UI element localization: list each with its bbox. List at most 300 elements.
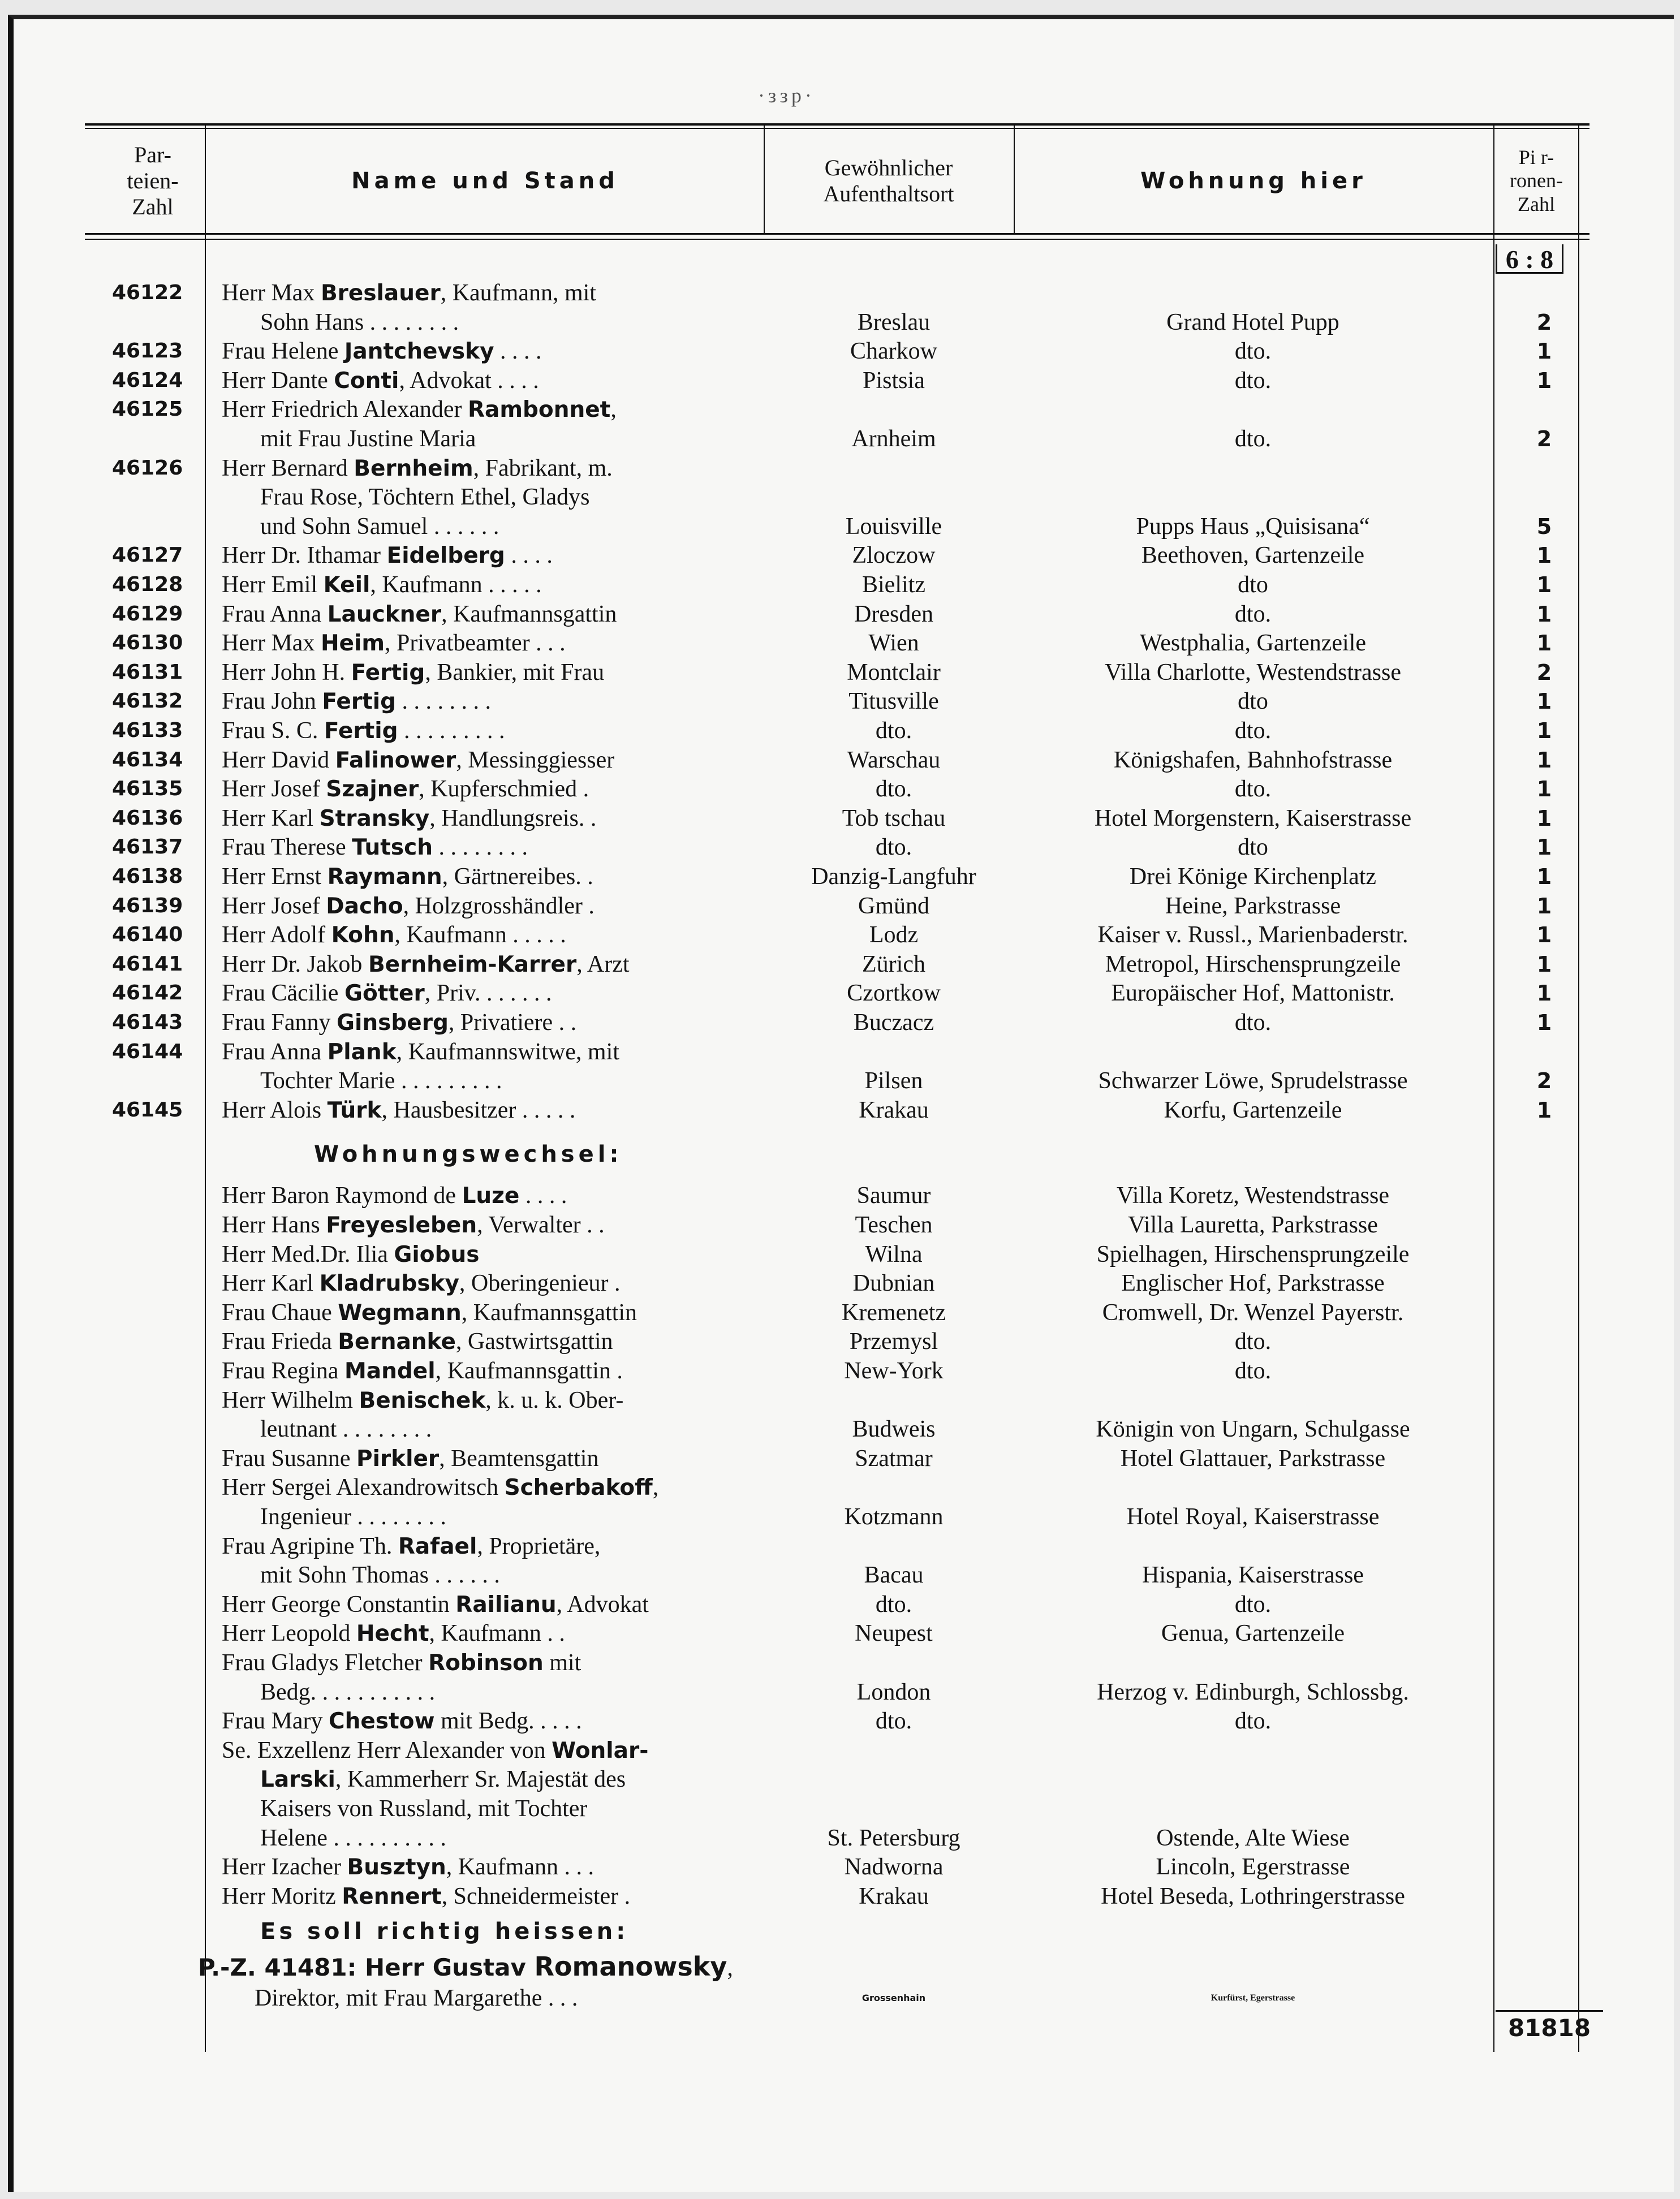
- change-name: [222, 1327, 748, 1357]
- change-name: [222, 1298, 748, 1328]
- entry-address: Metropol, Hirschensprungzeile: [1105, 951, 1401, 977]
- header-personen-zahl: Pi r- ronen- Zahl: [1510, 145, 1563, 215]
- change-title: Herr Moritz: [222, 1883, 342, 1909]
- entry-persons: 1: [1536, 747, 1552, 773]
- change-address: Hotel Royal, Kaiserstrasse: [1126, 1504, 1380, 1530]
- entry-persons: 1: [1536, 777, 1552, 802]
- entry-number: 46124: [112, 368, 183, 392]
- entry-number: 46122: [112, 281, 183, 304]
- running-total-end: 81818: [1496, 2010, 1603, 2045]
- entry-persons: 2: [1536, 426, 1552, 451]
- change-row: [0, 1269, 1680, 1298]
- change-title: Herr Baron Raymond de: [222, 1183, 462, 1209]
- change-name: [222, 1356, 748, 1386]
- entry-occupation: , Fabrikant, m.: [473, 455, 613, 481]
- entry-row: [0, 308, 1680, 337]
- entry-continuation-text: mit Frau Justine Maria: [260, 426, 476, 452]
- change-origin: Przemysl: [849, 1329, 938, 1355]
- correction-entry-continuation: [0, 1983, 1680, 2013]
- change-origin: Saumur: [856, 1183, 931, 1209]
- entry-persons: 5: [1536, 514, 1552, 539]
- entry-origin: Warschau: [847, 747, 941, 773]
- entry-occupation: , Kaufmannsgattin: [441, 601, 617, 627]
- change-surname: Luze: [462, 1183, 520, 1209]
- entry-title: Herr Max: [222, 280, 321, 306]
- entry-number: 46127: [112, 544, 183, 567]
- entry-origin: Czortkow: [847, 980, 941, 1007]
- entry-name-continuation: [260, 482, 786, 512]
- entry-address: dto.: [1234, 601, 1272, 627]
- change-origin: Neupest: [855, 1620, 933, 1647]
- entry-row: [0, 745, 1680, 775]
- entry-title: Frau S. C.: [222, 718, 324, 744]
- entry-number: 46138: [112, 865, 183, 888]
- change-row: [0, 1532, 1680, 1561]
- change-title: Herr Izacher: [222, 1854, 347, 1881]
- entry-row: [0, 366, 1680, 395]
- entry-persons: 1: [1536, 689, 1552, 714]
- entry-title: Frau Anna: [222, 1038, 328, 1065]
- change-row: [0, 1678, 1680, 1707]
- change-origin: Wilna: [865, 1241, 923, 1267]
- running-total-start: 6 : 8: [1496, 244, 1563, 274]
- entry-title: Herr Adolf: [222, 922, 331, 948]
- entry-number: 46140: [112, 923, 183, 947]
- entry-title: Frau John: [222, 688, 322, 715]
- entry-surname: Fertig: [322, 689, 397, 715]
- entry-title: Herr Josef: [222, 892, 326, 919]
- entry-name: [222, 978, 748, 1008]
- change-occupation: ,: [652, 1474, 659, 1501]
- entry-row: [0, 395, 1680, 424]
- change-occupation: , Proprietäre,: [477, 1533, 601, 1559]
- entry-persons: 2: [1536, 1068, 1552, 1094]
- entry-surname: Kohn: [331, 922, 395, 948]
- change-origin: Szatmar: [855, 1445, 933, 1472]
- entry-number: 46133: [112, 719, 183, 742]
- change-origin: dto.: [875, 1708, 912, 1735]
- change-name: [222, 1210, 748, 1240]
- entry-occupation: . . . . . . . .: [432, 834, 528, 861]
- entry-name-continuation: [260, 1066, 786, 1096]
- entry-number: 46129: [112, 602, 183, 626]
- change-name: [222, 1181, 748, 1211]
- change-row: [0, 1648, 1680, 1678]
- entry-title: Herr Dante: [222, 367, 334, 394]
- entry-name-continuation: [260, 512, 786, 541]
- entry-origin: Bielitz: [862, 572, 925, 598]
- change-address: dto.: [1234, 1358, 1272, 1384]
- entry-address: Heine, Parkstrasse: [1165, 892, 1341, 919]
- change-surname: Wonlar-: [552, 1737, 649, 1763]
- change-name-continuation: [260, 1794, 786, 1823]
- change-title: Herr Hans: [222, 1212, 326, 1238]
- change-origin: Dubnian: [852, 1270, 935, 1297]
- entry-name: [222, 833, 748, 863]
- entry-title: Herr Bernard: [222, 455, 354, 481]
- change-name: [222, 1882, 748, 1912]
- entry-row: [0, 482, 1680, 512]
- entry-origin: Dresden: [854, 601, 933, 627]
- entry-surname: Eidelberg: [386, 543, 505, 569]
- entry-address: Königshafen, Bahnhofstrasse: [1113, 747, 1393, 773]
- change-surname: Scherbakoff: [504, 1475, 653, 1501]
- header-rule-top-2: [85, 128, 1589, 129]
- entry-name: [222, 920, 748, 950]
- entry-occupation: , Kaufmannswitwe, mit: [396, 1038, 619, 1065]
- change-name: [222, 1619, 748, 1649]
- change-name: [222, 1648, 748, 1678]
- entry-title: Herr Ernst: [222, 864, 328, 890]
- entry-occupation: . . . . . . . . .: [398, 718, 505, 744]
- change-surname-continuation: Larski: [260, 1767, 335, 1793]
- entry-name: [222, 454, 748, 484]
- change-address: Spielhagen, Hirschensprungzeile: [1096, 1241, 1410, 1267]
- change-origin: St. Petersburg: [827, 1825, 960, 1851]
- change-origin: London: [856, 1679, 931, 1705]
- change-address: Genua, Gartenzeile: [1161, 1620, 1345, 1647]
- entry-surname: Szajner: [326, 777, 419, 803]
- entry-origin: Arnheim: [851, 426, 936, 452]
- change-surname: Busztyn: [347, 1855, 446, 1881]
- change-address: Herzog v. Edinburgh, Schlossbg.: [1097, 1679, 1409, 1705]
- change-row: [0, 1765, 1680, 1794]
- entry-origin: Titusville: [848, 688, 939, 715]
- entry-occupation: , Privatiere . .: [448, 1010, 577, 1036]
- entry-surname: Dacho: [326, 893, 403, 919]
- entry-origin: Lodz: [869, 922, 919, 948]
- entry-row: [0, 978, 1680, 1008]
- change-name: [222, 1240, 748, 1270]
- entry-number: 46123: [112, 339, 183, 363]
- entry-name: [222, 774, 748, 804]
- entry-name: [222, 1037, 748, 1067]
- entry-title: Frau Helene: [222, 338, 344, 365]
- entry-name: [222, 337, 748, 366]
- entry-number: 46136: [112, 806, 183, 830]
- entry-surname: Götter: [344, 981, 425, 1007]
- entry-number: 46130: [112, 631, 183, 655]
- entry-name: [222, 1096, 748, 1126]
- change-origin: Kremenetz: [841, 1299, 946, 1326]
- entry-name: [222, 862, 748, 892]
- change-row: [0, 1560, 1680, 1590]
- change-name-continuation: [260, 1415, 786, 1444]
- entry-persons: 1: [1536, 864, 1552, 889]
- entry-row: [0, 1066, 1680, 1096]
- entry-title: Frau Therese: [222, 834, 352, 861]
- change-title: Frau Frieda: [222, 1329, 338, 1355]
- entry-address: Pupps Haus „Quisisana“: [1136, 513, 1370, 540]
- entry-row: [0, 804, 1680, 833]
- change-continuation-text: , Kammerherr Sr. Majestät des: [335, 1766, 626, 1793]
- change-surname: Railianu: [455, 1592, 557, 1618]
- change-occupation: , Kaufmannsgattin .: [435, 1358, 623, 1384]
- entry-occupation: . . . .: [494, 338, 542, 365]
- entry-title: Herr Friedrich Alexander: [222, 396, 468, 423]
- entry-title: Herr David: [222, 747, 335, 773]
- entry-title: Herr Dr. Ithamar: [222, 542, 387, 569]
- change-occupation: , Gastwirtsgattin: [455, 1329, 613, 1355]
- change-title: Herr Leopold: [222, 1620, 356, 1647]
- entry-persons: 1: [1536, 718, 1552, 743]
- change-occupation: , k. u. k. Ober-: [485, 1387, 624, 1413]
- change-name: [222, 1706, 748, 1736]
- change-row: [0, 1356, 1680, 1386]
- change-address: Englischer Hof, Parkstrasse: [1121, 1270, 1385, 1297]
- entry-persons: 2: [1536, 309, 1552, 335]
- entry-occupation: , Kaufmann, mit: [440, 280, 596, 306]
- change-row: [0, 1473, 1680, 1502]
- change-row: [0, 1706, 1680, 1736]
- entry-continuation-text: und Sohn Samuel . . . . . .: [260, 513, 499, 540]
- change-origin: Budweis: [852, 1416, 936, 1443]
- change-name: [222, 1736, 748, 1766]
- entry-surname: Fertig: [324, 718, 398, 744]
- entry-surname: Jantchevsky: [344, 339, 494, 365]
- change-name: [222, 1473, 748, 1503]
- change-occupation: , Advokat: [556, 1591, 649, 1618]
- correction-name: [198, 1951, 764, 1984]
- change-title: Frau Chaue: [222, 1299, 338, 1326]
- entry-persons: 1: [1536, 368, 1552, 393]
- entry-name: [222, 891, 748, 921]
- change-surname: Wegmann: [338, 1300, 462, 1326]
- change-name-continuation: [260, 1678, 786, 1707]
- entry-name: [222, 658, 748, 688]
- entry-name: [222, 950, 748, 980]
- entry-persons: 1: [1536, 339, 1552, 364]
- entry-persons: 1: [1536, 922, 1552, 948]
- entry-persons: 1: [1536, 981, 1552, 1006]
- entry-row: [0, 716, 1680, 745]
- correction-prefix: P.-Z. 41481: Herr Gustav: [198, 1954, 535, 1982]
- entry-address: dto.: [1234, 367, 1272, 394]
- change-address: Villa Koretz, Westendstrasse: [1116, 1183, 1389, 1209]
- change-address: Hotel Glattauer, Parkstrasse: [1120, 1445, 1386, 1472]
- entry-persons: 1: [1536, 572, 1552, 597]
- change-occupation: mit: [543, 1650, 581, 1676]
- change-name: [222, 1532, 748, 1562]
- change-title: Se. Exzellenz Herr Alexander von: [222, 1737, 552, 1763]
- change-title: Frau Susanne: [222, 1445, 356, 1472]
- entry-row: [0, 891, 1680, 921]
- entry-address: Europäischer Hof, Mattonistr.: [1111, 980, 1395, 1007]
- entry-number: 46125: [112, 398, 183, 421]
- entry-address: Kaiser v. Russl., Marienbaderstr.: [1097, 922, 1408, 948]
- entry-row: [0, 628, 1680, 658]
- column-divider-origin: [1014, 123, 1015, 233]
- entry-number: 46131: [112, 660, 183, 684]
- change-row: [0, 1386, 1680, 1415]
- change-title: Frau Agripine Th.: [222, 1533, 398, 1559]
- entry-origin: Gmünd: [858, 892, 929, 919]
- entry-origin: Pistsia: [863, 367, 925, 394]
- entry-address: Korfu, Gartenzeile: [1164, 1097, 1342, 1123]
- change-address: Königin von Ungarn, Schulgasse: [1096, 1416, 1410, 1443]
- change-name-continuation: [260, 1765, 786, 1795]
- change-name: [222, 1269, 748, 1299]
- entry-title: Herr Alois: [222, 1097, 328, 1123]
- change-continuation-text: Bedg. . . . . . . . . . .: [260, 1679, 436, 1705]
- entry-row: [0, 1008, 1680, 1037]
- entry-occupation: , Privatbeamter . . .: [385, 630, 566, 657]
- header-parteien-zahl: Par- teien- Zahl: [127, 142, 179, 219]
- entry-row: [0, 862, 1680, 891]
- entry-number: 46126: [112, 456, 183, 480]
- change-row: [0, 1794, 1680, 1823]
- entry-address: Beethoven, Gartenzeile: [1141, 542, 1365, 569]
- change-occupation: , Kaufmann . .: [429, 1620, 565, 1647]
- entry-number: 46144: [112, 1040, 183, 1063]
- correction-address: Kurfürst, Egerstrasse: [1211, 1993, 1295, 2003]
- entry-number: 46134: [112, 748, 183, 771]
- entry-name: [222, 1008, 748, 1038]
- entry-number: 46139: [112, 894, 183, 917]
- entry-name: [222, 600, 748, 629]
- change-origin: New-York: [844, 1358, 944, 1384]
- entry-origin: dto.: [875, 834, 912, 861]
- entry-name-continuation: [260, 424, 786, 454]
- page-top-mark: ·ззр·: [758, 84, 815, 107]
- change-row: [0, 1210, 1680, 1240]
- change-surname: Benischek: [359, 1387, 486, 1413]
- entry-surname: Falinower: [335, 747, 456, 773]
- entry-origin: Charkow: [850, 338, 937, 365]
- entry-row: [0, 278, 1680, 308]
- entry-row: [0, 950, 1680, 979]
- change-address: dto.: [1234, 1708, 1272, 1735]
- entry-surname: Conti: [334, 368, 399, 394]
- entry-title: Herr Karl: [222, 805, 320, 831]
- change-occupation: , Verwalter . .: [477, 1212, 605, 1238]
- change-occupation: . . . .: [519, 1183, 567, 1209]
- entry-name: [222, 278, 748, 308]
- entry-origin: Montclair: [847, 659, 941, 685]
- change-origin: Teschen: [855, 1212, 933, 1238]
- entry-origin: Zloczow: [852, 542, 936, 569]
- entry-number: 46128: [112, 573, 183, 596]
- header-rule-bottom: [85, 233, 1589, 235]
- entry-row: [0, 687, 1680, 716]
- entry-origin: Tob tschau: [842, 805, 946, 831]
- change-occupation: , Beamtensgattin: [439, 1445, 599, 1472]
- entry-persons: 1: [1536, 631, 1552, 656]
- column-divider-name: [764, 123, 765, 233]
- entry-row: [0, 658, 1680, 687]
- change-surname: Bernanke: [338, 1329, 456, 1355]
- correction-cont: Direktor, mit Frau Margarethe . . .: [255, 1985, 578, 2012]
- change-origin: Kotzmann: [844, 1504, 944, 1530]
- change-row: [0, 1181, 1680, 1210]
- change-row: [0, 1852, 1680, 1882]
- entry-occupation: , Kaufmann . . . . .: [394, 922, 566, 948]
- entry-surname: Bernheim-Karrer: [368, 951, 577, 977]
- correction-title: Es soll richtig heissen:: [260, 1918, 629, 1945]
- entry-name: [222, 745, 748, 775]
- entry-continuation-text: Frau Rose, Töchtern Ethel, Gladys: [260, 484, 590, 511]
- change-name-continuation: [260, 1502, 786, 1532]
- change-row: [0, 1298, 1680, 1327]
- entry-occupation: , Arzt: [576, 951, 630, 977]
- entry-persons: 1: [1536, 805, 1552, 831]
- entry-surname: Tutsch: [352, 835, 433, 861]
- change-origin: Krakau: [859, 1883, 929, 1909]
- entry-row: [0, 424, 1680, 454]
- entry-occupation: . . . .: [505, 542, 553, 569]
- change-surname: Chestow: [328, 1709, 435, 1735]
- entry-title: Frau Cäcilie: [222, 980, 344, 1007]
- change-row: [0, 1502, 1680, 1532]
- change-address: Hispania, Kaiserstrasse: [1142, 1562, 1364, 1589]
- entry-surname: Stransky: [319, 805, 430, 831]
- change-name-continuation: [260, 1823, 786, 1853]
- correction-title-row: [0, 1916, 1680, 1947]
- entry-number: 46141: [112, 952, 183, 976]
- entry-occupation: , Hausbesitzer . . . . .: [381, 1097, 576, 1123]
- change-title: Herr George Constantin: [222, 1591, 456, 1618]
- entry-surname: Rambonnet: [468, 397, 611, 423]
- entry-name-continuation: [260, 308, 786, 337]
- change-surname: Rennert: [342, 1883, 442, 1909]
- entry-surname: Keil: [323, 572, 371, 598]
- entry-continuation-text: Sohn Hans . . . . . . . .: [260, 309, 459, 335]
- change-continuation-text: leutnant . . . . . . . .: [260, 1416, 432, 1443]
- entry-persons: 1: [1536, 1097, 1552, 1123]
- change-address: Lincoln, Egerstrasse: [1156, 1854, 1350, 1881]
- header-rule-bottom-2: [85, 239, 1589, 240]
- correction-post: ,: [727, 1955, 733, 1982]
- entry-address: Grand Hotel Pupp: [1166, 309, 1339, 335]
- header-rule-top: [85, 123, 1589, 126]
- entry-number: 46142: [112, 981, 183, 1005]
- change-surname: Robinson: [428, 1650, 544, 1676]
- change-surname: Hecht: [356, 1621, 429, 1647]
- change-address: dto.: [1234, 1329, 1272, 1355]
- entry-name: [222, 628, 748, 658]
- entry-row: [0, 1096, 1680, 1125]
- change-title: Frau Mary: [222, 1708, 329, 1735]
- entry-surname: Ginsberg: [337, 1010, 449, 1036]
- entry-row: [0, 337, 1680, 366]
- change-occupation: mit Bedg. . . . .: [434, 1708, 582, 1735]
- entry-title: Frau Fanny: [222, 1010, 337, 1036]
- change-title: Herr Med.Dr. Ilia: [222, 1241, 394, 1267]
- change-address: dto.: [1234, 1591, 1272, 1618]
- change-occupation: , Kaufmannsgattin: [461, 1299, 637, 1326]
- entry-address: dto.: [1234, 426, 1272, 452]
- entry-occupation: , Messinggiesser: [456, 747, 615, 773]
- entry-address: Westphalia, Gartenzeile: [1139, 630, 1367, 657]
- change-name-continuation: [260, 1560, 786, 1590]
- entry-address: dto: [1238, 834, 1268, 861]
- entry-occupation: , Gärtnereibes. .: [442, 864, 593, 890]
- change-occupation: , Kaufmann . . .: [446, 1854, 594, 1881]
- entry-row: [0, 1037, 1680, 1067]
- entry-address: dto.: [1234, 1010, 1272, 1036]
- change-title: Frau Regina: [222, 1358, 344, 1384]
- entry-address: dto: [1238, 572, 1268, 598]
- change-continuation-text: Helene . . . . . . . . . .: [260, 1825, 446, 1851]
- entry-persons: 2: [1536, 659, 1552, 685]
- section-title-wohnungswechsel: Wohnungswechsel:: [314, 1141, 623, 1168]
- entry-origin: Pilsen: [864, 1068, 923, 1094]
- entry-surname: Bernheim: [354, 455, 473, 481]
- entry-title: Herr John H.: [222, 659, 351, 685]
- entry-surname: Plank: [327, 1039, 397, 1065]
- change-surname: Giobus: [394, 1241, 480, 1267]
- entry-continuation-text: Tochter Marie . . . . . . . . .: [260, 1068, 502, 1094]
